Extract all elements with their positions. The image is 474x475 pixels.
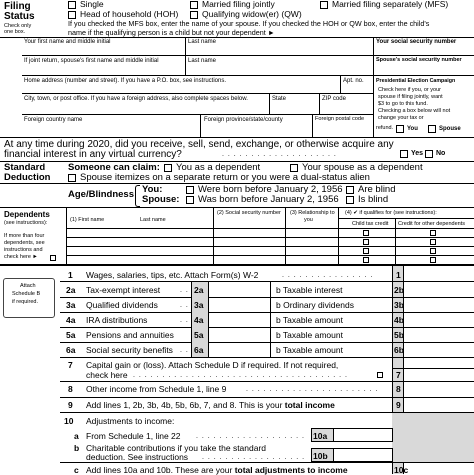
divider: [22, 93, 373, 94]
line-9-text: Add lines 1, 2b, 3b, 4b, 5b, 6b, 7, and 8. This is your: [86, 400, 285, 410]
virtual-currency-no-label: No: [436, 150, 446, 157]
virtual-currency-yes-checkbox[interactable]: [400, 150, 408, 158]
line-1-label: Wages, salaries, tips, etc. Attach Form(s) W-2: [86, 270, 259, 280]
line-10a-amount-input[interactable]: [311, 428, 393, 442]
line-9-label: [86, 401, 335, 410]
divider: [185, 55, 186, 75]
dependents-title: Dependents: [4, 210, 50, 219]
line-5b-label: b Taxable amount: [276, 330, 343, 340]
line-3b-amount-input[interactable]: [404, 298, 474, 311]
line-6a-box-label: 6a: [194, 345, 204, 355]
spouse-blind-checkbox[interactable]: [346, 196, 354, 204]
attach-line-1: Attach: [20, 283, 36, 289]
campaign-text-6: refund.: [376, 125, 394, 131]
standard-deduction-title: Standard: [4, 162, 46, 173]
virtual-currency-question: At any time during 2020, did you receive, sell, send, exchange, or otherwise acquire any: [4, 139, 394, 150]
line-6a-number: 6a: [66, 345, 76, 355]
line-4a-number: 4a: [66, 315, 76, 325]
divider: [339, 218, 474, 219]
hoh-checkbox[interactable]: [68, 11, 76, 19]
divider: [269, 93, 270, 114]
line-3a-label: Qualified dividends: [86, 300, 158, 310]
col-last-name: Last name: [140, 217, 166, 223]
dot-leader: . . . . . . . . . . . . . . . . . . . .: [222, 151, 337, 158]
divider: [319, 93, 320, 114]
you-born-checkbox[interactable]: [186, 186, 194, 194]
line-3a-number: 3a: [66, 300, 76, 310]
line-2a-number: 2a: [66, 285, 76, 295]
line-8-label: Other income from Schedule 1, line 9: [86, 384, 227, 394]
ssn-label: Your social security number: [376, 39, 457, 45]
age-spouse-label: Spouse:: [142, 194, 180, 205]
line-7-box-label: 7: [396, 370, 401, 380]
dependent-2-name-input[interactable]: [68, 238, 212, 246]
campaign-text-2: spouse if filing jointly, want: [378, 94, 443, 100]
line-5a-label: Pensions and annuities: [86, 330, 174, 340]
line-4b-box-label: 4b: [394, 315, 404, 325]
campaign-spouse-label: Spouse: [439, 126, 461, 132]
col-ssn: (2) Social security number: [217, 210, 281, 216]
address-input[interactable]: [24, 85, 338, 92]
line-10a-letter: a: [74, 431, 79, 441]
dependent-4-other-checkbox[interactable]: [430, 257, 436, 263]
state-input[interactable]: [272, 104, 318, 113]
line-10b-label-2: deduction. See instructions: [86, 452, 189, 462]
line-4a-amount-input[interactable]: [209, 313, 269, 326]
single-label: Single: [80, 0, 104, 9]
line-10c-box-label: 10c: [394, 465, 409, 475]
line-10c-amount-input[interactable]: [404, 463, 474, 474]
line-9-amount-input[interactable]: [404, 398, 474, 412]
filing-status-title-2: Status: [4, 11, 35, 22]
line-7-amount-input[interactable]: [404, 358, 474, 381]
spouse-last-name-input[interactable]: [188, 65, 372, 74]
line-10b-box-label: 10b: [313, 451, 328, 461]
dependent-3-name-input[interactable]: [68, 247, 212, 255]
virtual-currency-no-checkbox[interactable]: [425, 150, 433, 158]
spouse-born-checkbox[interactable]: [186, 196, 194, 204]
divider: [0, 37, 474, 38]
line-2a-label: Tax-exempt interest: [86, 285, 161, 295]
first-name-label: Your first name and middle initial: [24, 39, 111, 45]
divider: [270, 282, 271, 297]
col-relationship-2: you: [304, 217, 313, 223]
line-2a-box-label: 2a: [194, 285, 204, 295]
spouse-born-label: Was born before January 2, 1956: [198, 194, 339, 205]
col-child-tax-credit: Child tax credit: [352, 221, 389, 227]
campaign-title: Presidential Election Campaign: [376, 78, 456, 84]
spouse-itemizes-label: Spouse itemizes on a separate return or you were a dual-status alien: [80, 172, 370, 183]
divider: [340, 75, 341, 93]
city-input[interactable]: [24, 104, 268, 113]
address-label: Home address (number and street). If you have a P.O. box, see instructions.: [24, 78, 226, 84]
more-dependents-checkbox[interactable]: [50, 255, 56, 261]
line-8-number: 8: [68, 384, 73, 394]
foreign-country-input[interactable]: [24, 125, 199, 136]
line-7-checkbox[interactable]: [377, 372, 383, 378]
line-5a-amount-input[interactable]: [209, 328, 269, 341]
mfj-checkbox[interactable]: [190, 1, 198, 9]
line-9-number: 9: [68, 400, 73, 410]
col-other-dependents: Credit for other dependents: [398, 221, 465, 227]
spouse-blind-label: Is blind: [358, 194, 389, 205]
line-1-amount-input[interactable]: [404, 267, 474, 281]
qw-label: Qualifying widow(er) (QW): [202, 9, 302, 19]
col-relationship: (3) Relationship to: [290, 210, 335, 216]
dependent-1-other-checkbox[interactable]: [430, 230, 436, 236]
spouse-first-name-input[interactable]: [24, 65, 184, 74]
virtual-currency-yes-label: Yes: [411, 150, 424, 157]
dependents-see-instructions: (see instructions):: [4, 220, 48, 226]
spouse-itemizes-checkbox[interactable]: [68, 174, 76, 182]
dot-leader: . .: [180, 347, 189, 354]
divider: [191, 327, 192, 342]
line-8-box-label: 8: [396, 384, 401, 394]
dependents-more-3: instructions and: [4, 247, 43, 253]
line-2a-amount-input[interactable]: [209, 283, 269, 296]
you-blind-checkbox[interactable]: [346, 186, 354, 194]
line-4b-label: b Taxable amount: [276, 315, 343, 325]
divider: [22, 55, 474, 56]
divider: [312, 114, 313, 137]
dependent-1-ctc-checkbox[interactable]: [363, 230, 369, 236]
spouse-ssn-input[interactable]: [376, 65, 472, 74]
someone-can-claim-label: Someone can claim:: [68, 162, 160, 173]
mfj-label: Married filing jointly: [202, 0, 275, 9]
divider: [373, 37, 374, 75]
spouse-first-name-label: If joint return, spouse's first name and middle initial: [24, 58, 159, 64]
hoh-label: Head of household (HOH): [80, 9, 179, 19]
line-5a-box-label: 5a: [194, 330, 204, 340]
state-label: State: [272, 96, 287, 102]
line-2b-label: b Taxable interest: [276, 285, 343, 295]
foreign-country-label: Foreign country name: [24, 117, 83, 123]
line-3b-box-label: 3b: [394, 300, 404, 310]
line-6b-amount-input[interactable]: [404, 343, 474, 356]
dependent-2-ctc-checkbox[interactable]: [363, 239, 369, 245]
last-name-input[interactable]: [188, 46, 372, 54]
campaign-text-1: Check here if you, or your: [378, 87, 441, 93]
line-6a-amount-input[interactable]: [209, 343, 269, 356]
you-blind-label: Are blind: [358, 184, 396, 195]
campaign-you-checkbox[interactable]: [396, 125, 404, 133]
col-first-name: (1) First name: [70, 217, 105, 223]
you-born-label: Were born before January 2, 1956: [198, 184, 343, 195]
check-only-note: Check only: [4, 23, 32, 29]
dot-leader: . . . . . . . . . . . . . . . . . . . . . . .: [246, 386, 379, 393]
spouse-dependent-checkbox[interactable]: [290, 164, 298, 172]
dependent-4-name-input[interactable]: [68, 256, 212, 264]
filing-instructions-2: name if the qualifying person is a child but not your dependent ►: [68, 28, 275, 37]
divider: [200, 114, 201, 137]
line-10c-letter: c: [74, 465, 79, 475]
line-3a-box-label: 3a: [194, 300, 204, 310]
line-6b-box-label: 6b: [394, 345, 404, 355]
divider: [270, 297, 271, 312]
divider: [270, 327, 271, 342]
ssn-input[interactable]: [376, 46, 472, 54]
line-4a-box-label: 4a: [194, 315, 204, 325]
line-9-box-label: 9: [396, 400, 401, 410]
divider: [0, 137, 474, 138]
campaign-text-3: $3 to go to this fund.: [378, 101, 428, 107]
you-dependent-checkbox[interactable]: [164, 164, 172, 172]
dot-leader: . . . . . . . . . . . . . . . . . . . . . . . . . . . . . . . . . . . . .: [133, 372, 348, 379]
divider: [22, 75, 474, 76]
dependent-2-other-checkbox[interactable]: [430, 239, 436, 245]
line-7-label-2: check here: [86, 370, 128, 380]
line-5a-number: 5a: [66, 330, 76, 340]
divider: [270, 342, 271, 357]
first-name-input[interactable]: [24, 46, 184, 54]
line-9-bold: total income: [284, 400, 335, 410]
line-10-label: Adjustments to income:: [86, 416, 175, 426]
line-2b-amount-input[interactable]: [404, 283, 474, 296]
campaign-spouse-checkbox[interactable]: [428, 125, 436, 133]
dependents-more-1: If more than four: [4, 233, 45, 239]
line-8-amount-input[interactable]: [404, 382, 474, 397]
dot-leader: . . . . . . . . . . . . . . . . . .: [202, 454, 306, 461]
spouse-dependent-label: Your spouse as a dependent: [302, 162, 423, 173]
line-3a-amount-input[interactable]: [209, 298, 269, 311]
line-3b-label: b Ordinary dividends: [276, 300, 354, 310]
dependents-more-2: dependents, see: [4, 240, 45, 246]
divider: [392, 368, 474, 369]
zip-label: ZIP code: [322, 96, 346, 102]
line-5b-amount-input[interactable]: [404, 328, 474, 341]
divider: [0, 207, 474, 208]
dependent-4-ctc-checkbox[interactable]: [363, 257, 369, 263]
line-6b-label: b Taxable amount: [276, 345, 343, 355]
line-2b-box-label: 2b: [394, 285, 404, 295]
foreign-province-label: Foreign province/state/county: [204, 117, 283, 123]
bracket: [135, 185, 140, 207]
spouse-ssn-label: Spouse's social security number: [376, 57, 462, 63]
divider: [60, 281, 474, 282]
line-1-number: 1: [68, 270, 73, 280]
line-10b-label: Charitable contributions if you take the standard: [86, 443, 267, 453]
zip-input[interactable]: [322, 104, 372, 113]
apt-label: Apt. no.: [343, 78, 364, 84]
dot-leader: . .: [180, 317, 189, 324]
mfs-label: Married filing separately (MFS): [332, 0, 449, 9]
attach-line-3: if required.: [12, 299, 38, 305]
filing-instructions-1: If you checked the MFS box, enter the name of your spouse. If you checked the HOH or QW box, enter the child's: [68, 19, 430, 28]
attach-line-2: Schedule B: [12, 291, 41, 297]
age-you-label: You:: [142, 184, 163, 195]
line-10b-amount-input[interactable]: [311, 448, 393, 462]
standard-deduction-title-2: Deduction: [4, 172, 51, 183]
divider: [373, 75, 374, 137]
last-name-label: Last name: [188, 39, 217, 45]
campaign-you-label: You: [407, 126, 418, 132]
dependent-1-name-input[interactable]: [68, 229, 212, 237]
you-dependent-label: You as a dependent: [176, 162, 261, 173]
col-qualifies: (4) ✔ if qualifies for (see instructions):: [345, 210, 437, 216]
campaign-text-5: change your tax or: [378, 115, 424, 121]
city-label: City, town, or post office. If you have a foreign address, also complete spaces below.: [24, 96, 248, 102]
single-checkbox[interactable]: [68, 1, 76, 9]
line-4b-amount-input[interactable]: [404, 313, 474, 326]
divider: [333, 448, 334, 462]
divider: [333, 428, 334, 442]
spouse-last-name-label: Last name: [188, 58, 217, 64]
filing-status-title: Filing: [4, 1, 31, 12]
dot-leader: . . . . . . . . . . . . . . . .: [282, 272, 374, 279]
divider: [191, 297, 192, 312]
dependent-3-other-checkbox[interactable]: [430, 248, 436, 254]
divider: [185, 37, 186, 55]
line-10c-text: Add lines 10a and 10b. These are your: [86, 465, 235, 475]
divider: [191, 282, 192, 297]
line-5b-box-label: 5b: [394, 330, 404, 340]
dot-leader: . .: [180, 302, 189, 309]
line-1-box-label: 1: [396, 270, 401, 280]
foreign-postal-label: Foreign postal code: [315, 116, 365, 122]
line-10a-box-label: 10a: [313, 431, 328, 441]
divider: [270, 312, 271, 327]
line-10a-label: From Schedule 1, line 22: [86, 431, 181, 441]
line-7-label: Capital gain or (loss). Attach Schedule D if required. If not required,: [86, 360, 339, 370]
line-10b-letter: b: [74, 443, 80, 453]
shaded-area: [392, 413, 474, 462]
line-10c-label: [86, 466, 348, 475]
line-7-number: 7: [68, 360, 73, 370]
campaign-text-4: Checking a box below will not: [378, 108, 451, 114]
divider: [191, 342, 192, 357]
qw-checkbox[interactable]: [190, 11, 198, 19]
dot-leader: . . . . . . . . . . . . . . . . . . .: [196, 433, 305, 440]
line-4a-label: IRA distributions: [86, 315, 148, 325]
age-blindness-title: Age/Blindness: [68, 189, 134, 200]
divider: [22, 114, 373, 115]
line-10c-bold: total adjustments to income: [234, 465, 348, 475]
foreign-postal-input[interactable]: [315, 125, 372, 136]
dependents-more-4: check here ►: [4, 254, 38, 260]
virtual-currency-question-2: financial interest in any virtual currency?: [4, 149, 182, 160]
dot-leader: . .: [180, 287, 189, 294]
foreign-province-input[interactable]: [204, 125, 311, 136]
dependent-3-ctc-checkbox[interactable]: [363, 248, 369, 254]
one-box-note: one box.: [4, 29, 26, 35]
line-6a-label: Social security benefits: [86, 345, 173, 355]
divider: [191, 312, 192, 327]
mfs-checkbox[interactable]: [320, 1, 328, 9]
line-10-number: 10: [64, 416, 74, 426]
divider: [395, 218, 396, 264]
